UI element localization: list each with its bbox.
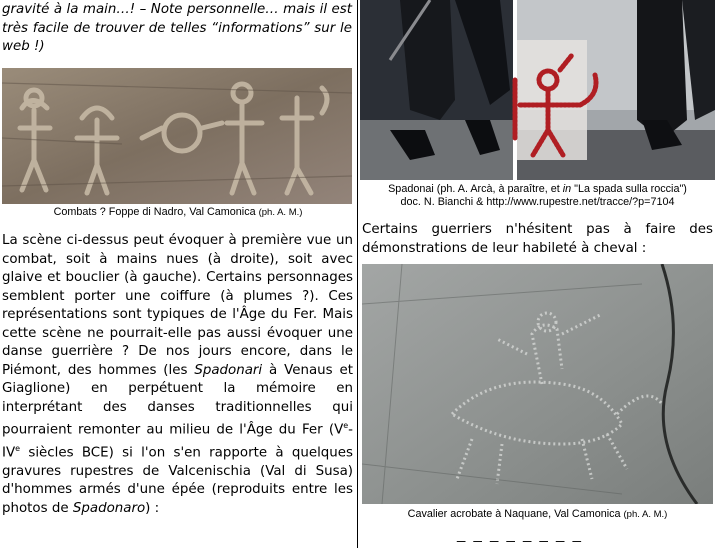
figure1-caption — [0, 206, 356, 219]
figure3-caption-credit: (ph. A. M.) — [623, 509, 668, 520]
main-text-1: La scène ci-dessus peut évoquer à première vue un combat, soit à mains nues (à droite), soit avec glaive et bouclier (à gauche). Certains personnages semblent porter une coiffure (à plumes ?). Ces représentations sont typiques de l'Âge du Fer. Mais cette scène ne pourrait-elle pas aussi évoquer une danse guerrière ? De nos jours encore, dans le Piémont, des hommes (les — [2, 233, 353, 378]
superscript-e: e — [15, 443, 21, 453]
figure3-caption — [360, 508, 715, 521]
rock-art-combat-photo — [2, 68, 352, 204]
main-text-spadonari: Spadonari — [194, 362, 263, 378]
figure2-caption-text-a: Spadonai (ph. A. Arcà, à paraître, et — [388, 183, 563, 195]
figure2-caption-line1 — [360, 183, 715, 196]
figure1-caption-credit: (ph. A. M.) — [258, 207, 303, 218]
horseman-engraving-photo — [362, 264, 713, 504]
right-column — [360, 0, 715, 548]
figure1-caption-main: Combats ? Foppe di Nadro, Val Camonica — [53, 206, 259, 218]
figure2-caption-in: in — [562, 183, 572, 195]
main-paragraph — [2, 232, 353, 518]
sword-bearer-engraving-overlay — [500, 50, 610, 170]
superscript-e: e — [343, 421, 349, 430]
main-text-5: ) : — [145, 500, 160, 516]
figure2-caption — [360, 183, 715, 209]
main-text-3: -IV — [2, 422, 353, 461]
figure3-caption-main: Cavalier acrobate à Naquane, Val Camonica — [407, 508, 624, 520]
main-text-4: siècles BCE) si l'on s'en rapporte à quelques gravures rupestres de Valcenischia (Val di Susa) d'hommes armés d'une épée (reproduits entre les photos de — [2, 445, 353, 516]
right-paragraph: Certains guerriers n'hésitent pas à faire des démonstrations de leur habileté à cheval : — [362, 222, 713, 256]
intro-paragraph: gravité à la main…! – Note personnelle… mais il est très facile de trouver de telles “informations” sur le web !) — [2, 2, 352, 54]
spadonari-dancers-photo-left — [360, 0, 513, 180]
left-column — [0, 0, 356, 548]
main-text-2: à Venaus et Giaglione) en perpétuent la mémoire en interprétant des danses traditionnelles qui pourraient remonter au milieu de l'Âge du Fer (V — [2, 362, 353, 438]
figure2-caption-line2: doc. N. Bianchi & http://www.rupestre.net/tracce/?p=7104 — [400, 196, 675, 208]
separator-dashes: _ _ _ _ _ _ _ _ — [457, 526, 583, 543]
column-divider — [357, 0, 358, 548]
main-text-spadonaro: Spadonaro — [72, 500, 146, 516]
figure2-caption-text-b: "La spada sulla roccia") — [571, 183, 687, 195]
